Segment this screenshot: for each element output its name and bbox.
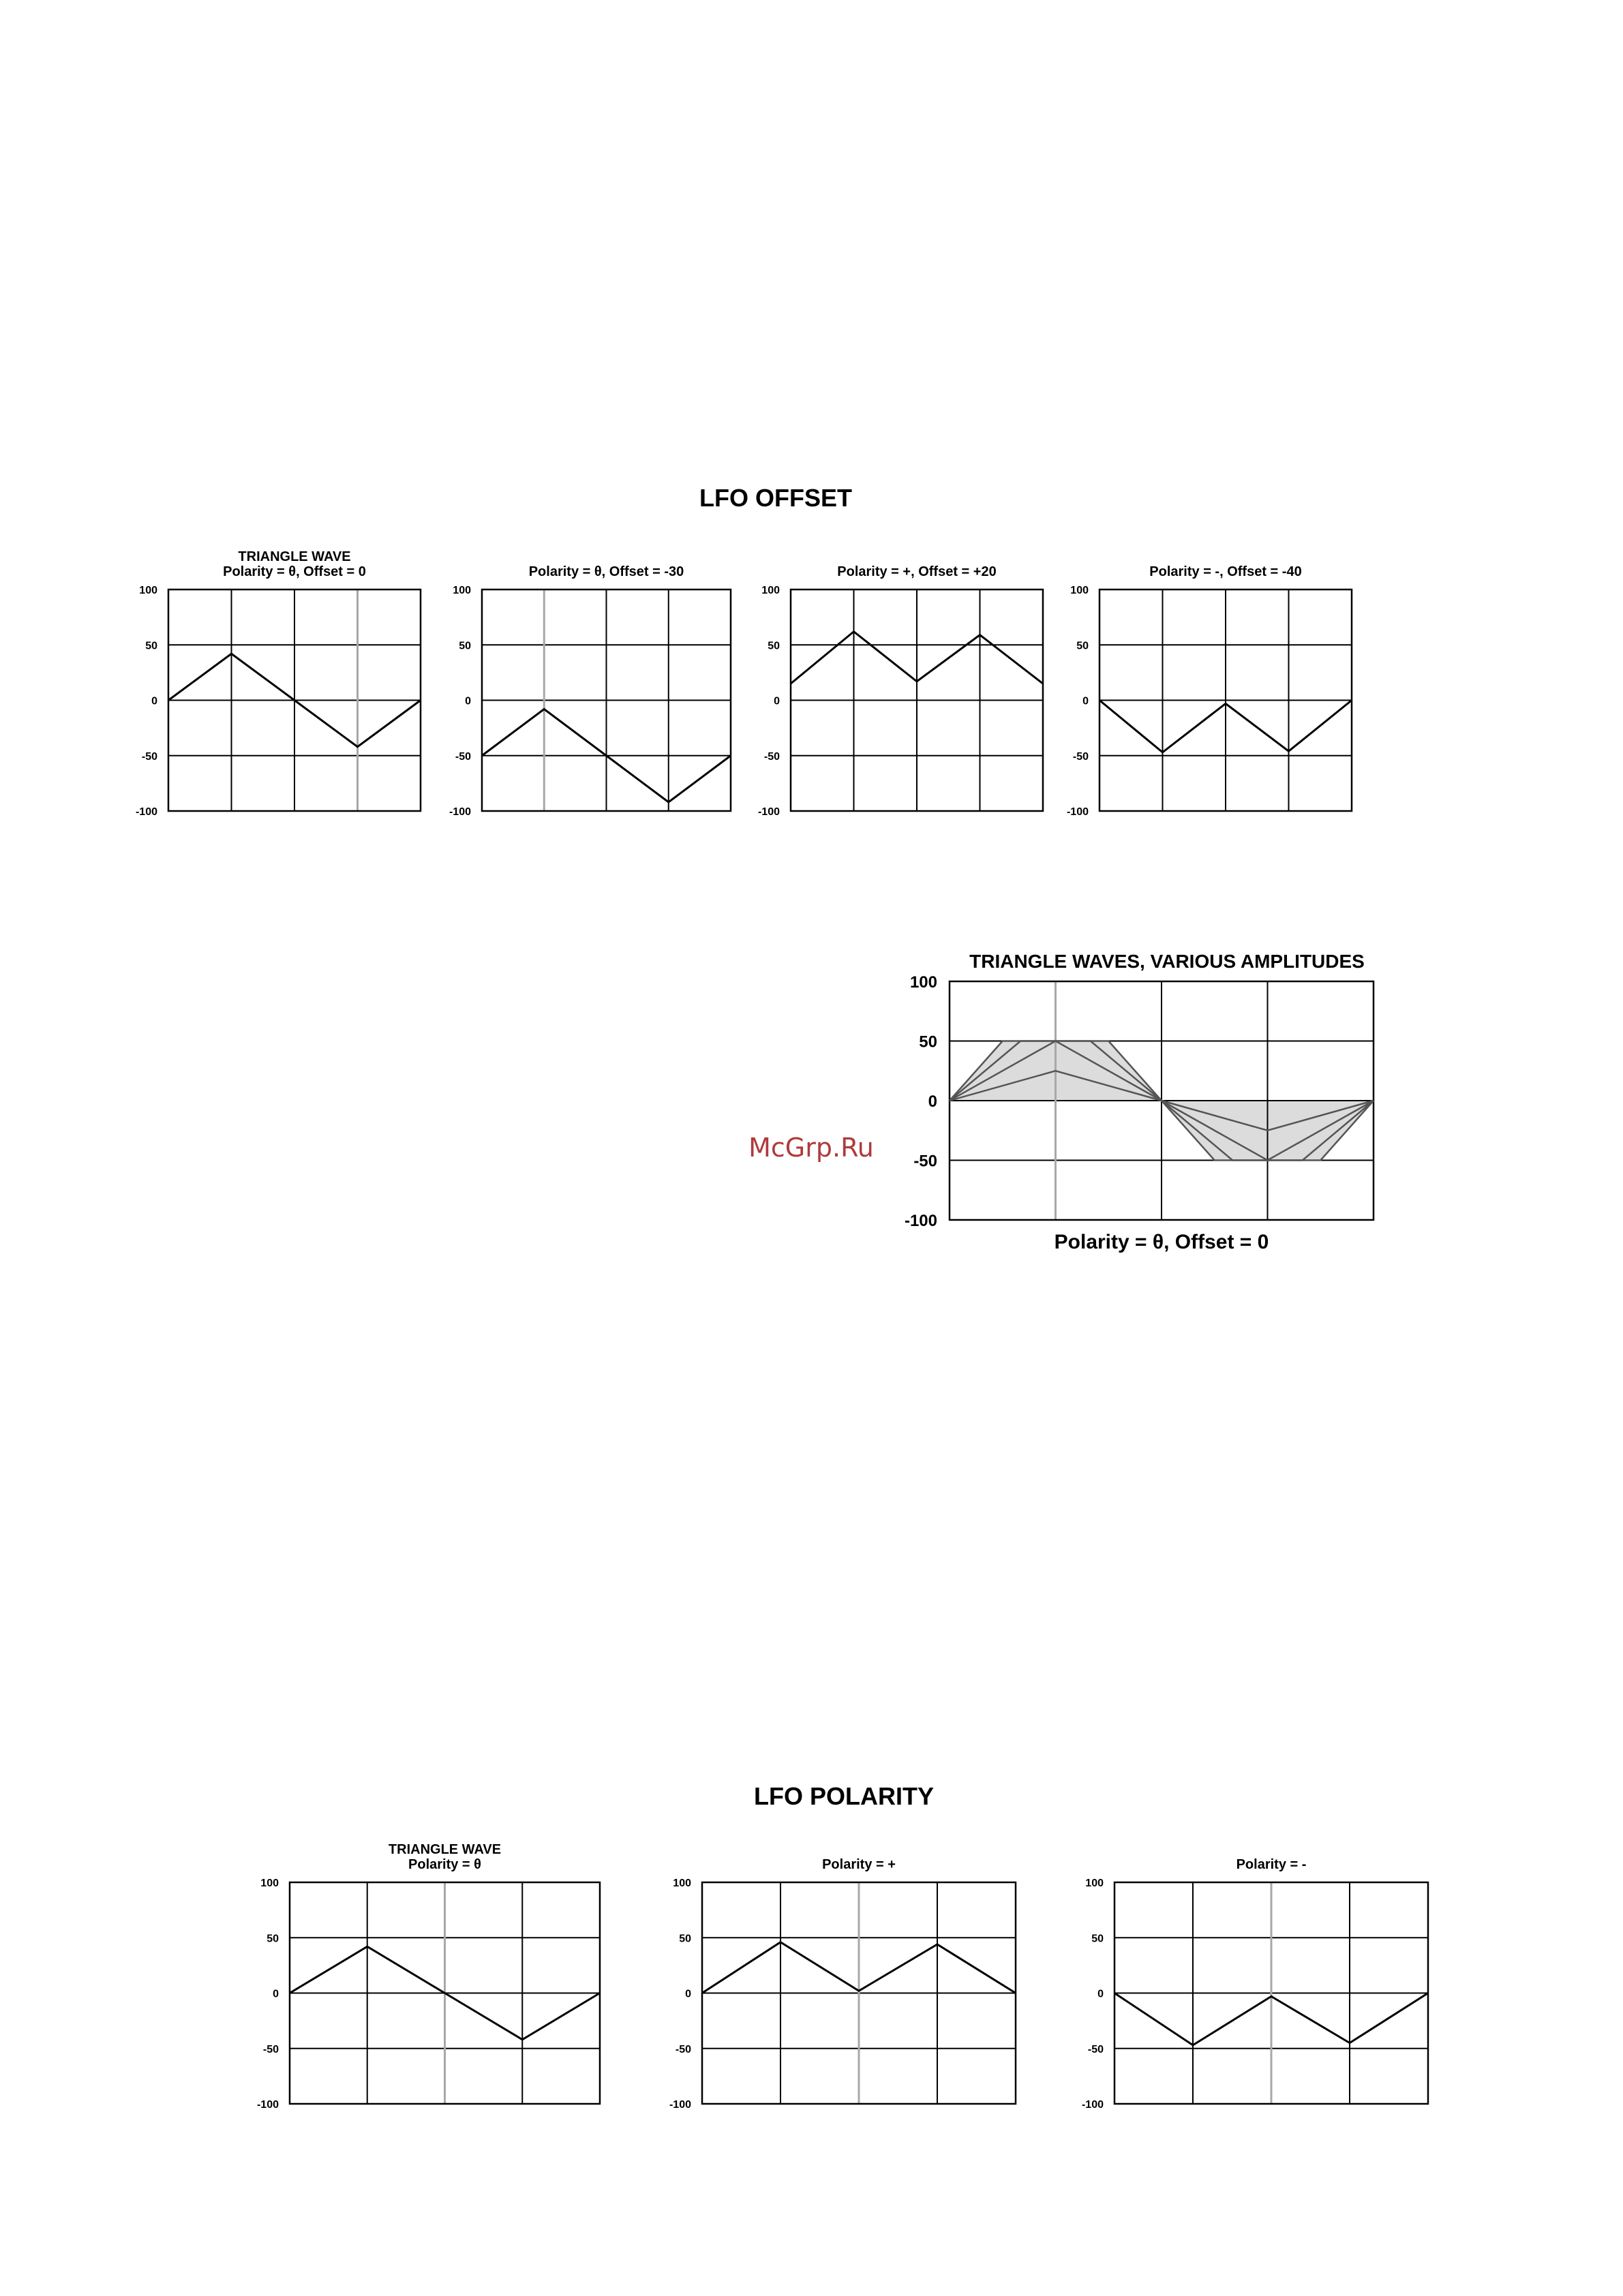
watermark-text: McGrp.Ru — [748, 1133, 874, 1163]
chart-title-line: Polarity = θ — [408, 1857, 481, 1872]
y-tick-label: -100 — [669, 2099, 691, 2111]
y-tick-label: 0 — [928, 1092, 937, 1111]
y-tick-label: 0 — [465, 695, 471, 707]
y-tick-label: -50 — [913, 1152, 937, 1171]
y-tick-label: 0 — [1082, 695, 1089, 707]
y-tick-label: -100 — [449, 806, 471, 818]
chart-title-line: TRIANGLE WAVE — [238, 549, 351, 564]
y-tick-label: 100 — [1085, 1878, 1104, 1889]
y-tick-label: 50 — [1076, 640, 1089, 652]
chart-4-amplitude — [905, 951, 1374, 1253]
y-tick-label: 0 — [151, 695, 157, 707]
y-tick-label: -100 — [135, 806, 157, 818]
chart-title-line: TRIANGLE WAVE — [388, 1842, 502, 1857]
y-tick-label: -50 — [1087, 2043, 1104, 2055]
chart-title-line: Polarity = θ, Offset = -30 — [528, 564, 684, 579]
chart-0-offset — [136, 549, 421, 818]
chart-title-line: Polarity = +, Offset = +20 — [837, 564, 997, 579]
chart-title-line: Polarity = + — [822, 1857, 896, 1872]
y-tick-label: 50 — [1091, 1933, 1104, 1945]
y-tick-label: 100 — [673, 1878, 691, 1889]
y-tick-label: -100 — [1066, 806, 1089, 818]
y-tick-label: 50 — [459, 640, 471, 652]
y-tick-label: -100 — [757, 806, 780, 818]
y-tick-label: 50 — [267, 1933, 279, 1945]
y-tick-label: -50 — [455, 750, 471, 763]
y-tick-label: 0 — [273, 1988, 279, 2000]
y-tick-label: -100 — [1081, 2099, 1104, 2111]
y-tick-label: 100 — [761, 585, 780, 596]
y-tick-label: -100 — [256, 2099, 279, 2111]
charts-layer — [136, 549, 1428, 2111]
y-tick-label: 0 — [685, 1988, 691, 2000]
y-tick-label: 0 — [1097, 1988, 1104, 2000]
y-tick-label: -50 — [141, 750, 157, 763]
chart-caption: Polarity = θ, Offset = 0 — [1054, 1231, 1269, 1253]
chart-7-polarity — [1082, 1857, 1428, 2111]
chart-title-line: Polarity = θ, Offset = 0 — [223, 564, 366, 579]
chart-3-offset — [1067, 564, 1352, 818]
chart-title-line: Polarity = - — [1236, 1857, 1307, 1872]
lfo-polarity-title: LFO POLARITY — [754, 1782, 934, 1810]
y-tick-label: 50 — [145, 640, 157, 652]
y-tick-label: -50 — [1072, 750, 1089, 763]
chart-1-offset — [449, 564, 731, 818]
y-tick-label: 100 — [139, 585, 157, 596]
y-tick-label: 50 — [768, 640, 780, 652]
y-tick-label: 100 — [260, 1878, 279, 1889]
chart-title-line: Polarity = -, Offset = -40 — [1149, 564, 1302, 579]
chart-6-polarity — [669, 1857, 1016, 2111]
y-tick-label: -50 — [763, 750, 780, 763]
lfo-offset-title: LFO OFFSET — [699, 484, 852, 512]
y-tick-label: 100 — [1070, 585, 1089, 596]
y-tick-label: 0 — [774, 695, 780, 707]
y-tick-label: 100 — [453, 585, 471, 596]
y-tick-label: 100 — [909, 973, 937, 992]
chart-title: TRIANGLE WAVES, VARIOUS AMPLITUDES — [969, 951, 1365, 972]
y-tick-label: 50 — [679, 1933, 691, 1945]
y-tick-label: -50 — [262, 2043, 279, 2055]
y-tick-label: -100 — [904, 1212, 937, 1230]
chart-5-polarity — [257, 1842, 600, 2111]
y-tick-label: 50 — [919, 1032, 937, 1052]
y-tick-label: -50 — [675, 2043, 691, 2055]
chart-2-offset — [758, 564, 1043, 818]
